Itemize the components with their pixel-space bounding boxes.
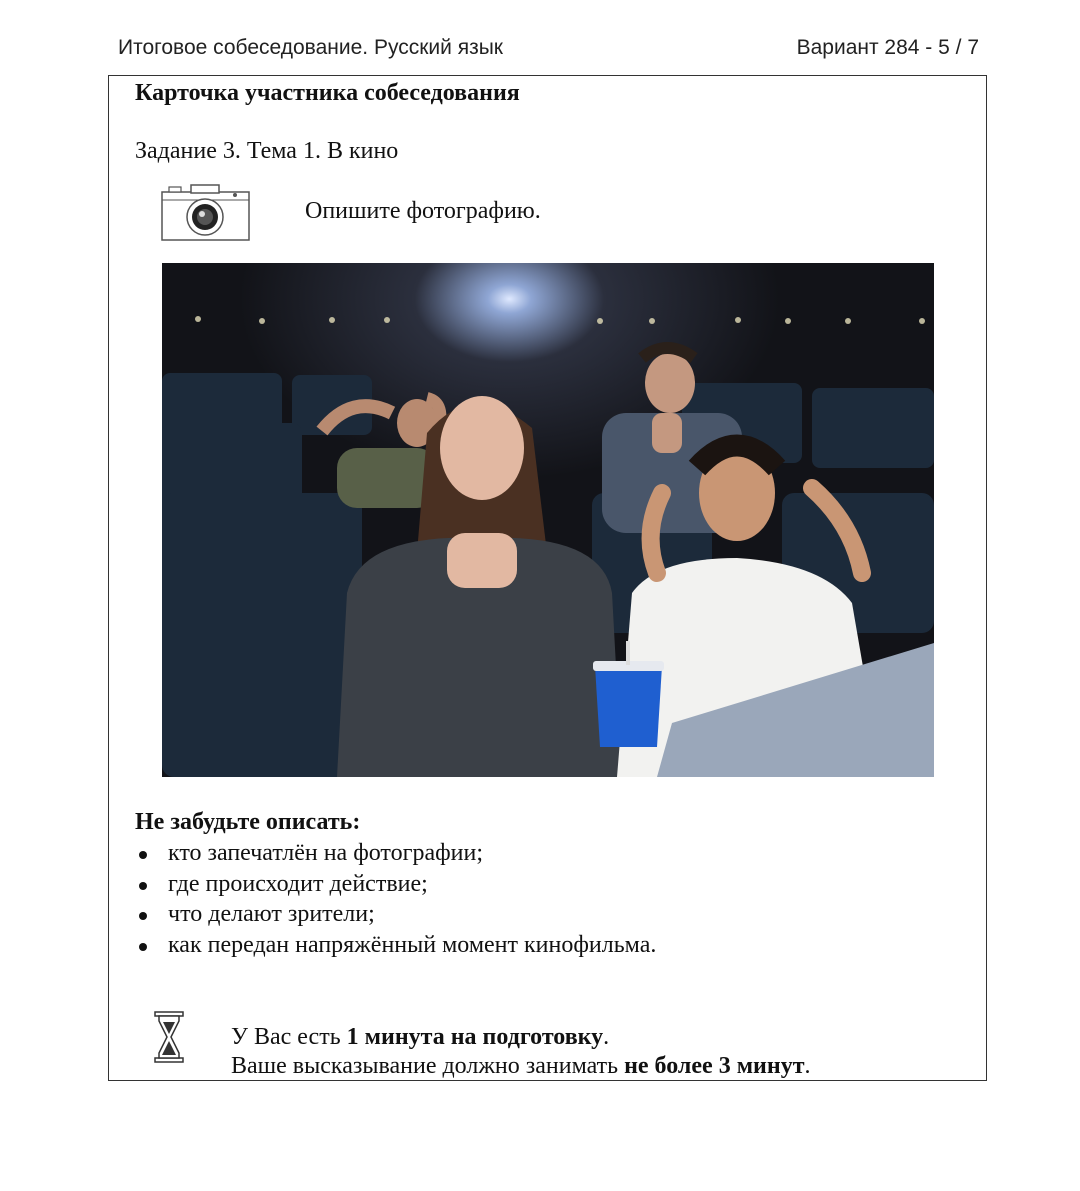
list-item: где происходит действие; — [135, 871, 656, 902]
cinema-photo — [162, 263, 934, 777]
participant-card — [108, 75, 987, 1081]
hourglass-icon — [154, 1011, 184, 1068]
header-variant: Вариант 284 - 5 / 7 — [796, 36, 979, 59]
photo-instruction: Опишите фотографию. — [305, 198, 541, 224]
reminder-title: Не забудьте описать: — [135, 809, 361, 835]
header-subject: Итоговое собеседование. Русский язык — [118, 36, 503, 59]
list-item: кто запечатлён на фотографии; — [135, 840, 656, 871]
card-title: Карточка участника собеседования — [135, 80, 520, 106]
list-item: что делают зрители; — [135, 901, 656, 932]
answer-time-text: Ваше высказывание должно занимать не более 3 минут. — [231, 1053, 811, 1079]
prep-time-text: У Вас есть 1 минута на подготовку. — [231, 1024, 610, 1050]
task-heading: Задание 3. Тема 1. В кино — [135, 138, 399, 164]
reminder-list — [135, 840, 656, 962]
camera-icon — [161, 182, 251, 247]
list-item: как передан напряжённый момент кинофильма. — [135, 932, 656, 963]
